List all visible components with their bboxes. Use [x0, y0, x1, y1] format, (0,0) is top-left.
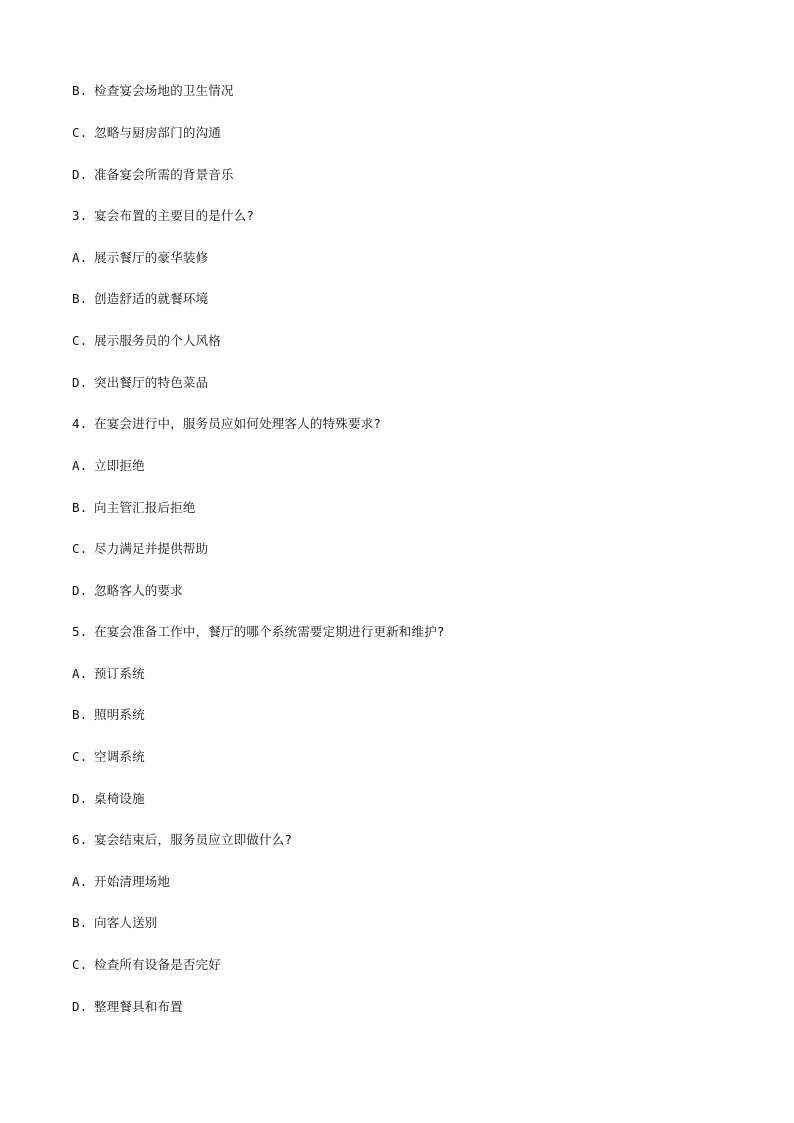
option-marker: C.	[72, 957, 88, 972]
option-marker: C.	[72, 333, 88, 348]
question-text: 在宴会准备工作中，餐厅的哪个系统需要定期进行更新和维护?	[94, 624, 445, 639]
option-marker: B.	[72, 83, 88, 98]
option-marker: D.	[72, 167, 88, 182]
option-line	[72, 291, 208, 307]
option-marker: D.	[72, 791, 88, 806]
option-marker: D.	[72, 583, 88, 598]
option-text: 空调系统	[94, 749, 145, 764]
option-marker: C.	[72, 749, 88, 764]
question-line	[72, 624, 445, 640]
option-marker: B.	[72, 291, 88, 306]
question-number: 4.	[72, 416, 88, 431]
option-line	[72, 583, 183, 599]
option-marker: A.	[72, 458, 88, 473]
option-line	[72, 333, 221, 349]
option-text: 向主管汇报后拒绝	[94, 500, 196, 515]
question-line	[72, 832, 292, 848]
option-marker: A.	[72, 874, 88, 889]
option-line	[72, 749, 145, 765]
option-text: 检查宴会场地的卫生情况	[94, 83, 234, 98]
option-marker: C.	[72, 125, 88, 140]
option-line	[72, 666, 145, 682]
option-line	[72, 83, 234, 99]
question-number: 6.	[72, 832, 88, 847]
question-number: 5.	[72, 624, 88, 639]
option-text: 整理餐具和布置	[94, 999, 183, 1014]
option-line	[72, 250, 208, 266]
option-text: 桌椅设施	[94, 791, 145, 806]
option-line	[72, 999, 183, 1015]
option-line	[72, 541, 208, 557]
option-line	[72, 874, 170, 890]
option-text: 向客人送别	[94, 915, 158, 930]
option-text: 开始清理场地	[94, 874, 171, 889]
option-text: 照明系统	[94, 707, 145, 722]
option-marker: D.	[72, 999, 88, 1014]
option-text: 忽略与厨房部门的沟通	[94, 125, 222, 140]
option-line	[72, 957, 221, 973]
option-line	[72, 791, 145, 807]
option-text: 展示餐厅的豪华装修	[94, 250, 209, 265]
option-text: 突出餐厅的特色菜品	[94, 375, 209, 390]
question-text: 在宴会进行中，服务员应如何处理客人的特殊要求?	[94, 416, 382, 431]
question-text: 宴会布置的主要目的是什么?	[94, 208, 255, 223]
option-line	[72, 167, 234, 183]
option-line	[72, 458, 145, 474]
option-text: 检查所有设备是否完好	[94, 957, 222, 972]
option-marker: D.	[72, 375, 88, 390]
question-number: 3.	[72, 208, 88, 223]
option-text: 准备宴会所需的背景音乐	[94, 167, 234, 182]
option-text: 创造舒适的就餐环境	[94, 291, 209, 306]
question-line	[72, 416, 381, 432]
option-line	[72, 500, 196, 516]
option-line	[72, 707, 145, 723]
option-line	[72, 125, 221, 141]
option-marker: A.	[72, 250, 88, 265]
option-marker: A.	[72, 666, 88, 681]
question-text: 宴会结束后，服务员应立即做什么?	[94, 832, 293, 847]
option-marker: B.	[72, 915, 88, 930]
option-text: 预订系统	[94, 666, 145, 681]
option-text: 忽略客人的要求	[94, 583, 183, 598]
option-line	[72, 915, 158, 931]
option-marker: B.	[72, 500, 88, 515]
option-text: 立即拒绝	[94, 458, 145, 473]
option-text: 尽力满足并提供帮助	[94, 541, 209, 556]
option-marker: C.	[72, 541, 88, 556]
question-line	[72, 208, 254, 224]
option-line	[72, 375, 208, 391]
option-text: 展示服务员的个人风格	[94, 333, 222, 348]
option-marker: B.	[72, 707, 88, 722]
